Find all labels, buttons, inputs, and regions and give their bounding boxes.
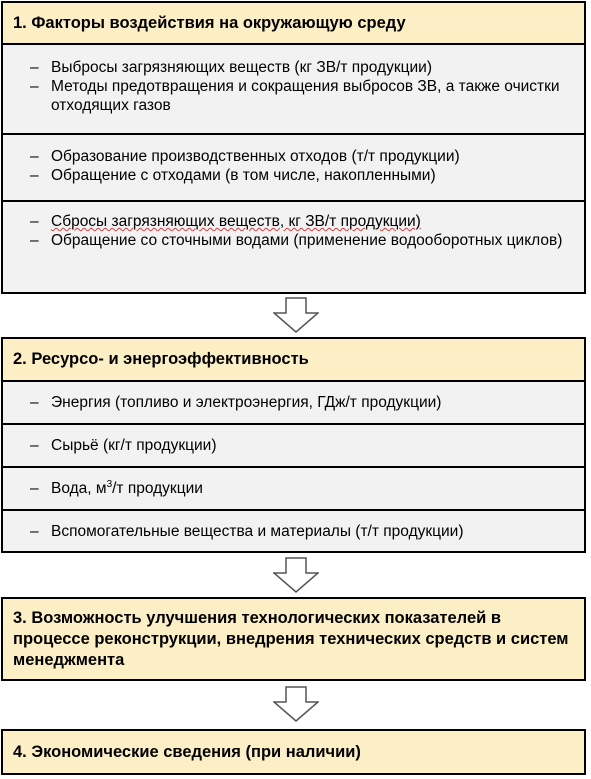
list-item: Сбросы загрязняющих веществ, кг ЗВ/т продукции) (51, 213, 421, 230)
section-2-group-2: – Сырьё (кг/т продукции) (1, 425, 586, 468)
list-item: Энергия (топливо и электроэнергия, ГДж/т продукции) (51, 394, 442, 411)
list-item: Обращение со сточными водами (применение водооборотных циклов) (51, 232, 563, 249)
section-4-header (1, 729, 586, 775)
section-1-title: 1. Факторы воздействия на окружающую среду (13, 14, 406, 32)
list-item: Вспомогательные вещества и материалы (т/т продукции) (51, 523, 464, 540)
section-2-title: 2. Ресурсо- и энергоэффективность (13, 350, 309, 368)
section-4-title: 4. Экономические сведения (при наличии) (13, 743, 361, 761)
section-3-header (1, 597, 586, 681)
section-1-group-1: – Выбросы загрязняющих веществ (кг ЗВ/т продукции) – Методы предотвращения и сокращения выбросов ЗВ, а также очистки отходящих газов (1, 45, 586, 135)
list-item: Вода, $м^3/т$ продукции (51, 478, 203, 497)
section-2-group-1: – Энергия (топливо и электроэнергия, ГДж/т продукции) (1, 382, 586, 425)
down-arrow-icon (273, 686, 319, 722)
list-item: Выбросы загрязняющих веществ (кг ЗВ/т продукции) (51, 59, 432, 76)
section-3-title: 3. Возможность улучшения технологических показателей в процессе реконструкции, внедрения технических средств и систем менеджмента (13, 609, 569, 669)
section-1-group-2: – Образование производственных отходов (т/т продукции) – Обращение с отходами (в том числе, накопленными) (1, 135, 586, 202)
section-1-header (1, 1, 586, 45)
section-2-group-4: – Вспомогательные вещества и материалы (т/т продукции) (1, 511, 586, 553)
down-arrow-icon (273, 557, 319, 593)
section-2-header (1, 337, 586, 382)
section-1-group-3: – Сбросы загрязняющих веществ, кг ЗВ/т продукции) – Обращение со сточными водами (применение водооборотных циклов) (1, 202, 586, 294)
list-item: Методы предотвращения и сокращения выбросов ЗВ, а также очистки отходящих газов (51, 78, 560, 114)
list-item: Сырьё (кг/т продукции) (51, 437, 217, 454)
section-2-group-3: – Вода, $м^3/т$ продукции (1, 468, 586, 511)
list-item: Образование производственных отходов (т/т продукции) (51, 148, 460, 165)
down-arrow-icon (273, 297, 319, 333)
list-item: Обращение с отходами (в том числе, накопленными) (51, 167, 436, 184)
